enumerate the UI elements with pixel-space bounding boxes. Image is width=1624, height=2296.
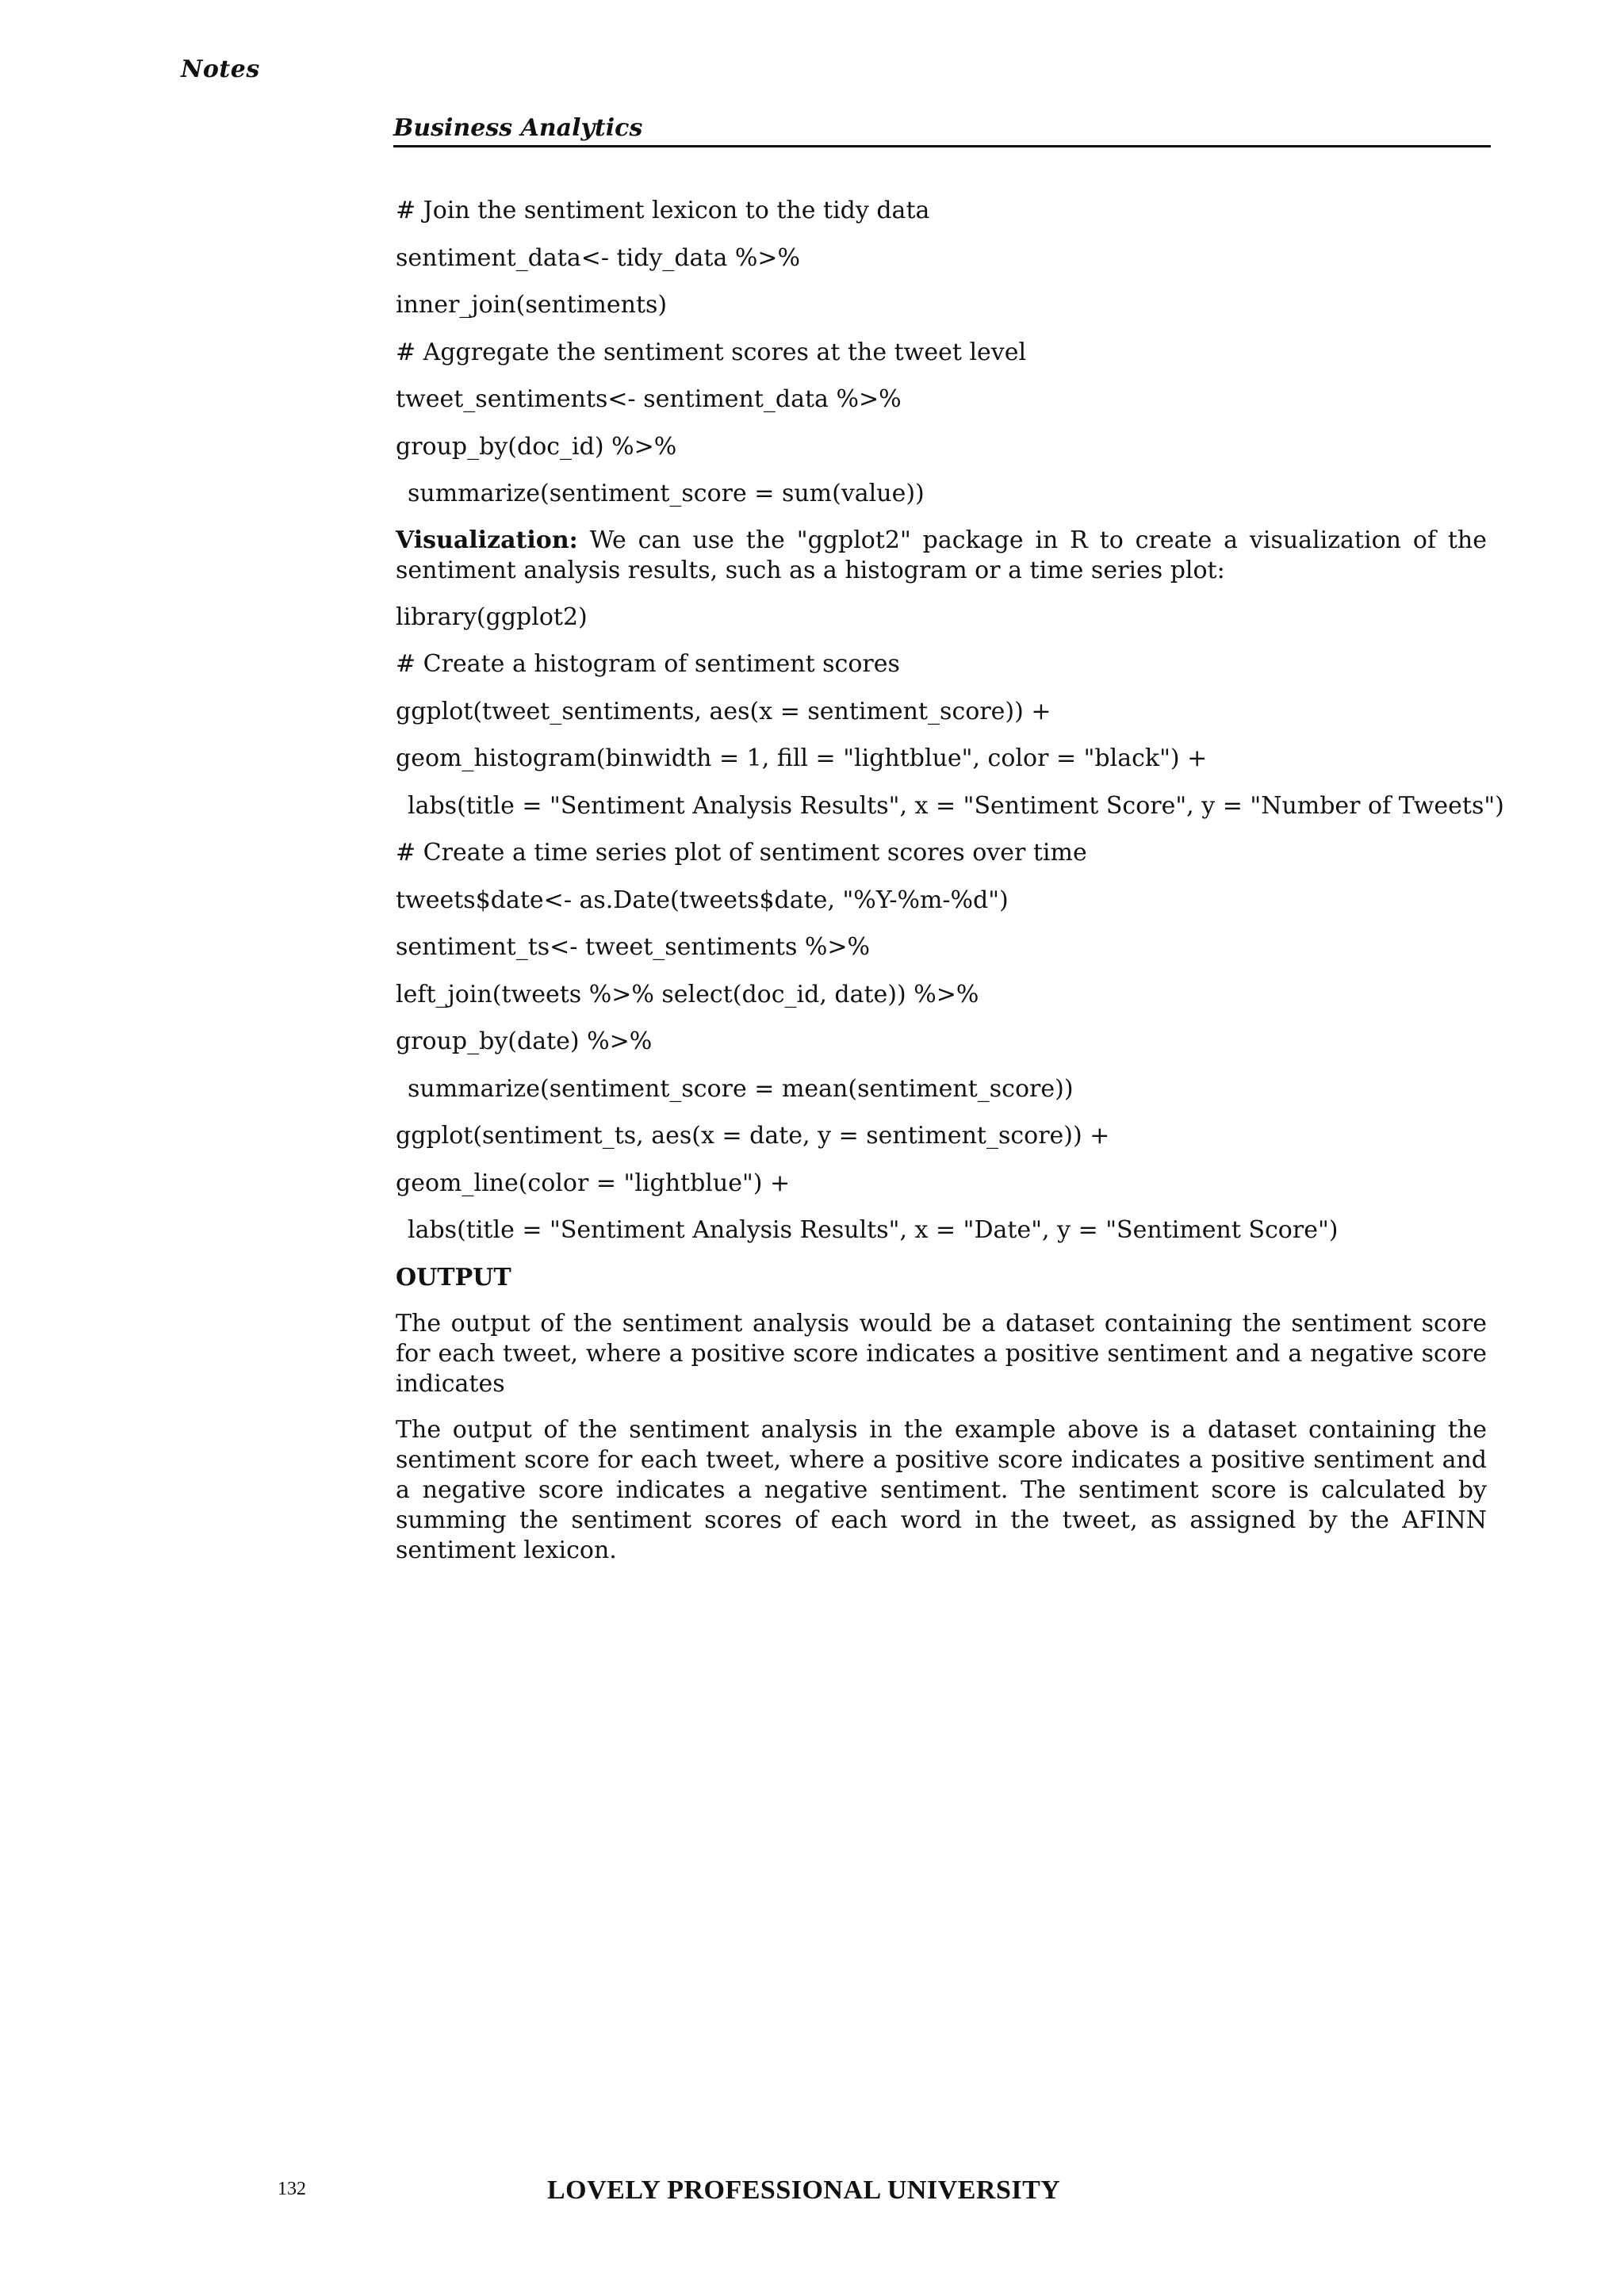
code-line: # Join the sentiment lexicon to the tidy data	[396, 197, 930, 224]
code-line: group_by(doc_id) %>%	[396, 432, 677, 461]
code-line: labs(title = "Sentiment Analysis Results", x = "Date", y = "Sentiment Score")	[408, 1216, 1339, 1244]
code-line: summarize(sentiment_score = mean(sentiment_score))	[408, 1074, 1074, 1103]
code-line: ggplot(tweet_sentiments, aes(x = sentiment_score)) +	[396, 697, 1051, 725]
output-paragraph-2: The output of the sentiment analysis in the example above is a dataset containing the sentiment score for each tweet, where a positive score indicates a positive sentiment and a negative score indicates a negative sentiment. The sentiment score is calculated by summing the sentiment scores of each word in the tweet, as assigned by the AFINN sentiment lexicon.	[396, 1416, 1487, 1564]
code-block-join	[396, 195, 1487, 510]
running-header-title: Business Analytics	[393, 114, 643, 142]
code-line: tweets$date<- as.Date(tweets$date, "%Y-%m-%d")	[396, 886, 1009, 914]
code-block-visualization	[396, 602, 1504, 1247]
code-line: inner_join(sentiments)	[396, 291, 668, 319]
margin-notes-label: Notes	[181, 55, 260, 83]
running-header	[393, 114, 1491, 147]
visualization-paragraph	[396, 526, 1487, 586]
output-paragraph-1: The output of the sentiment analysis would be a dataset containing the sentiment score for each tweet, where a positive score indicates a positive sentiment and a negative score indicates	[396, 1310, 1487, 1398]
code-line: summarize(sentiment_score = sum(value))	[408, 480, 925, 507]
code-line: library(ggplot2)	[396, 603, 588, 631]
footer-university: LOVELY PROFESSIONAL UNIVERSITY	[547, 2175, 1061, 2205]
visualization-label: Visualization:	[396, 526, 578, 554]
code-line: geom_histogram(binwidth = 1, fill = "lightblue", color = "black") +	[396, 744, 1208, 772]
code-line: tweet_sentiments<- sentiment_data %>%	[396, 385, 902, 413]
code-line: # Aggregate the sentiment scores at the tweet level	[396, 338, 1027, 366]
code-line: left_join(tweets %>% select(doc_id, date)) %>%	[396, 980, 979, 1008]
code-line: geom_line(color = "lightblue") +	[396, 1169, 791, 1197]
output-heading: OUTPUT	[396, 1263, 511, 1292]
visualization-text: We can use the "ggplot2" package in R to create a visualization of the sentiment analysis results, such as a histogram or a time series plot:	[396, 526, 1487, 584]
page-number: 132	[278, 2179, 306, 2199]
page-content	[396, 195, 1504, 1582]
code-line: # Create a time series plot of sentiment scores over time	[396, 839, 1087, 867]
code-line: sentiment_ts<- tweet_sentiments %>%	[396, 933, 871, 961]
code-line: # Create a histogram of sentiment scores	[396, 650, 900, 678]
code-line: labs(title = "Sentiment Analysis Results", x = "Sentiment Score", y = "Number of Tweets")	[408, 791, 1504, 820]
code-line: sentiment_data<- tidy_data %>%	[396, 243, 801, 272]
code-line: group_by(date) %>%	[396, 1027, 653, 1055]
code-line: ggplot(sentiment_ts, aes(x = date, y = sentiment_score)) +	[396, 1122, 1110, 1150]
